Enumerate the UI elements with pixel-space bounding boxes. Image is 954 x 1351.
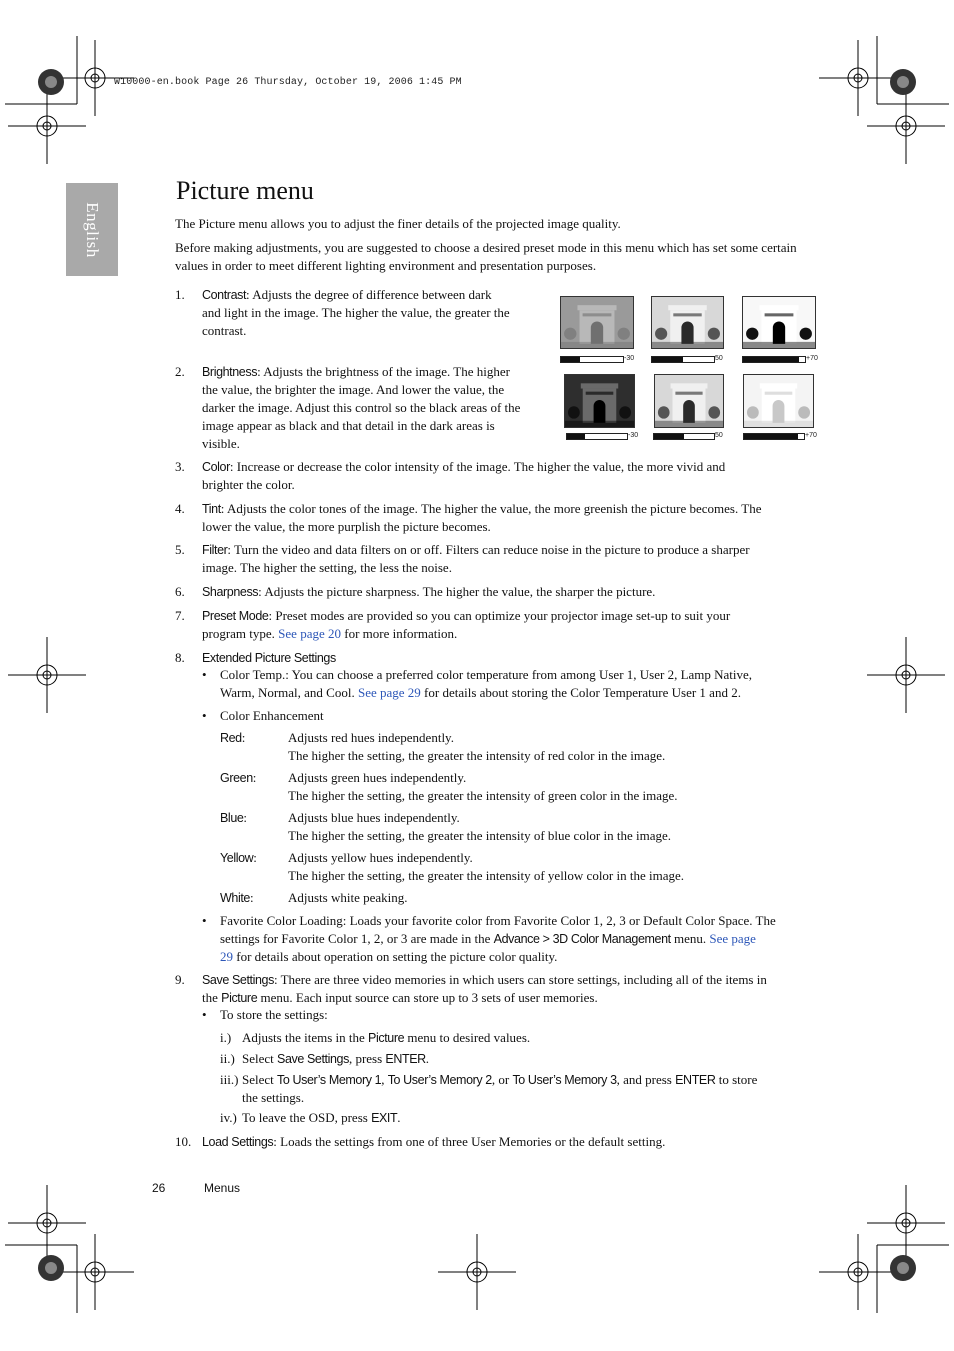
channel-desc-2: The higher the setting, the greater the intensity of blue color in the image. bbox=[288, 828, 672, 843]
term-filter: Filter bbox=[202, 543, 228, 557]
language-side-tab bbox=[66, 183, 118, 276]
intro-paragraph-1: The Picture menu allows you to adjust the finer details of the projected image quality. bbox=[175, 216, 621, 231]
preset-line-1: Preset modes are provided so you can optimize your projector image set-up to suit your bbox=[275, 608, 731, 623]
level-bar-fill bbox=[744, 434, 798, 439]
term-extended-picture-settings: Extended Picture Settings bbox=[202, 651, 336, 665]
favorite-line-3: for details about operation on setting the picture color quality. bbox=[236, 949, 558, 964]
channel-label: Red bbox=[220, 731, 242, 745]
term-contrast: Contrast bbox=[202, 288, 247, 302]
side-tab-label: English bbox=[83, 201, 102, 258]
level-bar-fill bbox=[654, 434, 684, 439]
favorite-line-2-menu: menu. bbox=[673, 931, 707, 946]
step-text-line-2: the settings. bbox=[242, 1090, 305, 1105]
level-bar-fill bbox=[652, 357, 683, 362]
step-comma: , bbox=[381, 1072, 385, 1087]
contrast-level-bar bbox=[560, 356, 624, 363]
term-sharpness: Sharpness bbox=[202, 585, 259, 599]
footer-section: Menus bbox=[204, 1181, 241, 1195]
brightness-level-bar bbox=[743, 433, 805, 440]
save-line-2: the bbox=[202, 990, 218, 1005]
term-exit: EXIT bbox=[371, 1111, 398, 1125]
channel-desc-1: Adjusts red hues independently. bbox=[288, 730, 454, 745]
term-enter: ENTER bbox=[675, 1073, 716, 1087]
channel-desc-1: Adjusts green hues independently. bbox=[288, 770, 467, 785]
store-settings-intro: To store the settings: bbox=[220, 1007, 328, 1022]
item-number: 1. bbox=[175, 287, 185, 302]
channel-label: Blue bbox=[220, 811, 244, 825]
term-picture: Picture bbox=[221, 991, 258, 1005]
channel-desc-2: The higher the setting, the greater the intensity of yellow color in the image. bbox=[288, 868, 685, 883]
tint-line-1: Adjusts the color tones of the image. The higher the value, the more greenish the picture becomes. The bbox=[226, 501, 762, 516]
level-bar-fill bbox=[743, 357, 799, 362]
intro-paragraph-2: Before making adjustments, you are suggested to choose a desired preset mode in this menu which has set some certain values in order to meet different lighting environment and presentation purposes. bbox=[175, 240, 797, 273]
level-bar-fill bbox=[567, 434, 585, 439]
see-page-29-link[interactable]: See page 29 bbox=[357, 685, 421, 700]
bullet-icon: • bbox=[202, 913, 207, 928]
brightness-level-bar bbox=[653, 433, 715, 440]
term-enter: ENTER bbox=[385, 1052, 426, 1066]
channel-label: White bbox=[220, 891, 250, 905]
step-text: Adjusts the items in the bbox=[242, 1030, 365, 1045]
term-color: Color bbox=[202, 460, 230, 474]
preset-line-2: program type. bbox=[202, 626, 275, 641]
term-memory-2: To User’s Memory 2 bbox=[387, 1073, 492, 1087]
step-text-mid: , press bbox=[348, 1051, 383, 1066]
level-bar-label: -30 bbox=[628, 432, 639, 439]
brightness-line-3: darker the image. Adjust this control so the black areas of the bbox=[202, 400, 521, 415]
term-brightness: Brightness bbox=[202, 365, 258, 379]
color-temp-line-1: Color Temp.: You can choose a preferred color temperature from among User 1, User 2, Lamp Native, bbox=[220, 667, 753, 682]
step-text: Select bbox=[242, 1051, 274, 1066]
step-text-end: menu to desired values. bbox=[407, 1030, 531, 1045]
term-save-settings: Save Settings bbox=[277, 1052, 349, 1066]
step-to-store: to store bbox=[718, 1072, 758, 1087]
page-29-link[interactable]: 29 bbox=[220, 949, 233, 964]
channel-desc-1: Adjusts white peaking. bbox=[288, 890, 408, 905]
term-picture: Picture bbox=[368, 1031, 405, 1045]
level-bar-label: +70 bbox=[806, 355, 818, 362]
step-number: iv.) bbox=[220, 1110, 237, 1125]
item-number: 5. bbox=[175, 542, 185, 557]
step-period: . bbox=[397, 1110, 401, 1125]
contrast-level-bar bbox=[651, 356, 715, 363]
contrast-line-2: and light in the image. The higher the value, the greater the bbox=[202, 305, 510, 320]
save-line-2-end: menu. Each input source can store up to 3 sets of user memories. bbox=[260, 990, 598, 1005]
contrast-level-bar bbox=[742, 356, 806, 363]
brightness-line-4: image appear as black and that detail in the dark areas is bbox=[202, 418, 495, 433]
step-text: Select bbox=[242, 1072, 274, 1087]
contrast-line-3: contrast. bbox=[202, 323, 247, 338]
see-page-20-link[interactable]: See page 20 bbox=[278, 626, 341, 641]
sharpness-text: Adjusts the picture sharpness. The higher the value, the sharper the picture. bbox=[264, 584, 656, 599]
channel-desc-1: Adjusts yellow hues independently. bbox=[288, 850, 473, 865]
level-bar-label: +70 bbox=[805, 432, 817, 439]
contrast-sample-1 bbox=[560, 296, 634, 349]
favorite-line-2: settings for Favorite Color 1, 2, or 3 are made in the bbox=[220, 931, 491, 946]
item-number: 2. bbox=[175, 364, 185, 379]
save-line-1: There are three video memories in which users can store settings, including all of the items in bbox=[280, 972, 767, 987]
color-temp-line-2: Warm, Normal, and Cool. bbox=[220, 685, 355, 700]
level-bar-label: 50 bbox=[715, 355, 723, 362]
step-period: . bbox=[425, 1051, 430, 1066]
item-number: 3. bbox=[175, 459, 185, 474]
term-preset-mode: Preset Mode bbox=[202, 609, 269, 623]
step-or: , or bbox=[491, 1072, 510, 1087]
filter-line-1: Turn the video and data filters on or off. Filters can reduce noise in the picture to produce a sharper bbox=[234, 542, 750, 557]
channel-desc-2: The higher the setting, the greater the intensity of red color in the image. bbox=[288, 748, 666, 763]
item-number: 7. bbox=[175, 608, 185, 623]
bullet-icon: • bbox=[202, 708, 207, 723]
channel-desc-1: Adjusts blue hues independently. bbox=[288, 810, 460, 825]
load-settings-text: Loads the settings from one of three User Memories or the default setting. bbox=[280, 1134, 666, 1149]
channel-label: Yellow bbox=[220, 851, 254, 865]
brightness-level-bar bbox=[566, 433, 628, 440]
brightness-line-1: Adjusts the brightness of the image. The higher bbox=[263, 364, 510, 379]
brightness-sample-2 bbox=[654, 374, 724, 428]
level-bar-fill bbox=[561, 357, 580, 362]
item-number: 10. bbox=[175, 1134, 192, 1149]
level-bar-label: -30 bbox=[624, 355, 635, 362]
menu-path: Advance > 3D Color Management bbox=[493, 932, 671, 946]
bullet-icon: • bbox=[202, 1007, 207, 1022]
item-number: 9. bbox=[175, 972, 185, 987]
brightness-sample-1 bbox=[564, 374, 635, 428]
page-title: Picture menu bbox=[176, 176, 314, 205]
tint-line-2: lower the value, the more purplish the picture becomes. bbox=[202, 519, 491, 534]
item-number: 4. bbox=[175, 501, 185, 516]
channel-label: Green bbox=[220, 771, 253, 785]
channel-desc-2: The higher the setting, the greater the intensity of green color in the image. bbox=[288, 788, 678, 803]
level-bar-label: 50 bbox=[715, 432, 723, 439]
color-line-2: brighter the color. bbox=[202, 477, 295, 492]
color-enhancement-heading: Color Enhancement bbox=[220, 708, 324, 723]
favorite-line-1: Favorite Color Loading: Loads your favorite color from Favorite Color 1, 2, 3 or Default Color Space. The bbox=[220, 913, 776, 928]
see-page-link[interactable]: See page bbox=[709, 931, 756, 946]
filter-line-2: image. The higher the setting, the less the noise. bbox=[202, 560, 452, 575]
term-load-settings: Load Settings bbox=[202, 1135, 274, 1149]
step-and-press: , and press bbox=[616, 1072, 672, 1087]
preset-line-2-end: for more information. bbox=[344, 626, 458, 641]
item-number: 6. bbox=[175, 584, 185, 599]
term-tint: Tint bbox=[202, 502, 221, 516]
brightness-sample-3 bbox=[743, 374, 814, 428]
item-number: 8. bbox=[175, 650, 185, 665]
brightness-line-2: the value, the brighter the image. And lower the value, the bbox=[202, 382, 505, 397]
color-line-1: Increase or decrease the color intensity of the image. The higher the value, the more vivid and bbox=[236, 459, 726, 474]
step-number: ii.) bbox=[220, 1051, 235, 1066]
print-header: W10000-en.book Page 26 Thursday, October 19, 2006 1:45 PM bbox=[114, 77, 462, 88]
step-number: iii.) bbox=[220, 1072, 239, 1087]
term-memory-3: To User’s Memory 3 bbox=[512, 1073, 617, 1087]
color-temp-line-2-end: for details about storing the Color Temperature User 1 and 2. bbox=[424, 685, 741, 700]
brightness-line-5: visible. bbox=[202, 436, 240, 451]
bullet-icon: • bbox=[202, 667, 207, 682]
page-number: 26 bbox=[152, 1181, 166, 1195]
contrast-sample-2 bbox=[651, 296, 724, 349]
term-memory-1: To User’s Memory 1 bbox=[277, 1073, 382, 1087]
contrast-sample-3 bbox=[742, 296, 816, 349]
term-save-settings: Save Settings bbox=[202, 973, 274, 987]
contrast-line-1: Adjusts the degree of difference between dark bbox=[252, 287, 492, 302]
step-number: i.) bbox=[220, 1030, 232, 1045]
step-text: To leave the OSD, press bbox=[242, 1110, 368, 1125]
